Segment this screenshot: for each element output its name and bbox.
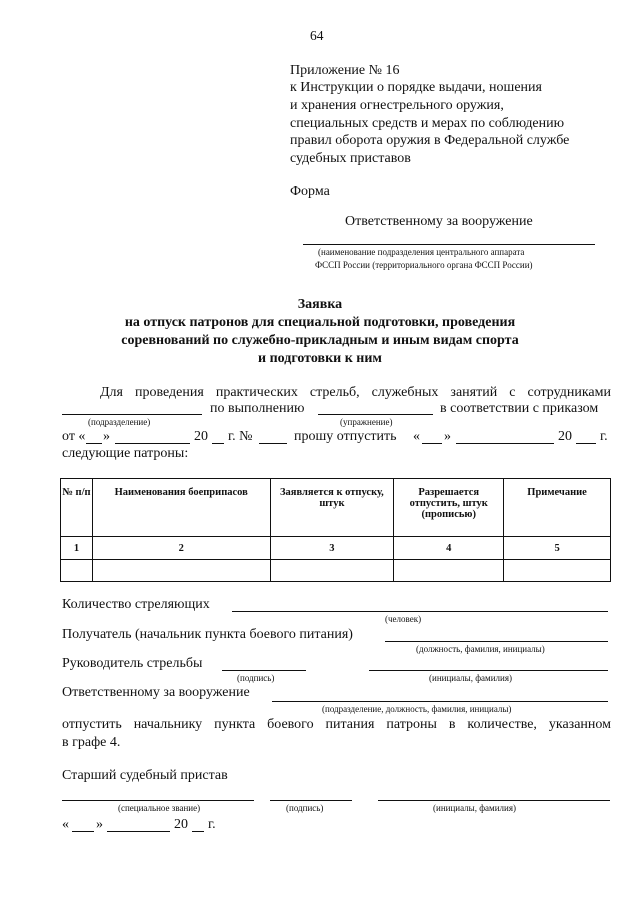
header-number: № п/п [61,479,93,537]
caption-exercise: (упражнение) [340,417,393,427]
table-cell[interactable] [504,560,611,582]
body-ask: прошу отпустить [294,429,397,444]
senior-label: Старший судебный пристав [62,768,228,783]
body-from: от « [62,429,86,444]
column-number: 4 [394,537,504,560]
leader-signature-line[interactable] [222,670,306,671]
body-order: в соответствии с приказом [440,401,599,416]
rank-line[interactable] [62,800,254,801]
header-note: Примечание [504,479,611,537]
year-prefix: 20 [194,429,208,444]
appendix-line: специальных средств и мерах по соблюдению [290,116,565,131]
header-requested: Заявляется к отпуску, штук [270,479,394,537]
addressee-caption: ФССП России (территориального органа ФССП России) [315,260,533,270]
date-day-line[interactable] [72,831,94,832]
recipient-label: Получатель (начальник пункта боевого питания) [62,627,353,642]
signature-line[interactable] [270,800,352,801]
appendix-line: правил оборота оружия в Федеральной службе [290,133,570,148]
responsible-line[interactable] [272,701,608,702]
shooters-label: Количество стреляющих [62,597,210,612]
table-row [61,560,611,582]
day-line [86,443,102,444]
heading-line: и подготовки к ним [258,351,382,366]
column-number: 3 [270,537,394,560]
quote-close-2: » [444,429,451,444]
order-number-label: г. № [228,429,253,444]
addressee-line [303,244,595,245]
table-cell[interactable] [270,560,394,582]
table-row [61,537,611,560]
appendix-line: и хранения огнестрельного оружия, [290,98,504,113]
responsible-label: Ответственному за вооружение [62,685,250,700]
day-line-2 [422,443,442,444]
year-line [212,443,224,444]
body-line-1: Для проведения практических стрельб, служебных занятий с сотрудниками [100,385,611,400]
release-line-2: в графе 4. [62,735,121,750]
caption-rank: (специальное звание) [118,803,201,813]
appendix-line: к Инструкции о порядке выдачи, ношения [290,80,542,95]
table-cell[interactable] [61,560,93,582]
addressee-text: Ответственному за вооружение [345,214,533,229]
month-line [115,443,190,444]
month-line-2 [456,443,554,444]
date-year-suffix: г. [208,817,216,832]
table-header-row [61,479,611,537]
caption-signature-2: (подпись) [286,803,324,813]
year-line-2 [576,443,596,444]
addressee-caption: (наименование подразделения центрального аппарата [318,247,525,257]
appendix-title: Приложение № 16 [290,63,400,78]
subdivision-line [62,414,202,415]
order-number-line [259,443,287,444]
table-cell[interactable] [92,560,270,582]
year-prefix-2: 20 [558,429,572,444]
table-cell[interactable] [394,560,504,582]
body-by-execution: по выполнению [210,401,305,416]
heading-line: соревнований по служебно-прикладным и иным видам спорта [121,333,519,348]
ammo-table [60,478,611,582]
year-suffix-2: г. [600,429,608,444]
quote-close: » [103,429,110,444]
date-month-line[interactable] [107,831,170,832]
date-year-line[interactable] [192,831,204,832]
header-permitted: Разрешается отпустить, штук (прописью) [394,479,504,537]
quote-open-2: « [413,429,420,444]
page-number: 64 [310,28,324,43]
name-line[interactable] [378,800,610,801]
leader-name-line[interactable] [369,670,608,671]
recipient-line[interactable] [385,641,608,642]
shooters-line[interactable] [232,611,608,612]
column-number: 1 [61,537,93,560]
body-line-4: следующие патроны: [62,446,189,461]
leader-label: Руководитель стрельбы [62,656,203,671]
header-ammo-name: Наименования боеприпасов [92,479,270,537]
caption-initials-2: (инициалы, фамилия) [433,803,516,813]
caption-signature: (подпись) [237,673,275,683]
caption-initials: (инициалы, фамилия) [429,673,512,683]
caption-sub-pos: (подразделение, должность, фамилия, инициалы) [322,704,512,714]
date-year-prefix: 20 [174,817,188,832]
appendix-line: судебных приставов [290,151,411,166]
caption-people: (человек) [385,614,422,624]
exercise-line [318,414,433,415]
caption-position-name: (должность, фамилия, инициалы) [416,644,545,654]
date-quote-open: « [62,817,69,832]
form-label: Форма [290,184,330,199]
release-line-1: отпустить начальнику пункта боевого питания патроны в количестве, указанном [62,717,611,732]
heading-title: Заявка [297,297,343,312]
heading-line: на отпуск патронов для специальной подготовки, проведения [124,315,516,330]
date-quote-close: » [96,817,103,832]
caption-subdivision: (подразделение) [88,417,151,427]
column-number: 5 [504,537,611,560]
column-number: 2 [92,537,270,560]
